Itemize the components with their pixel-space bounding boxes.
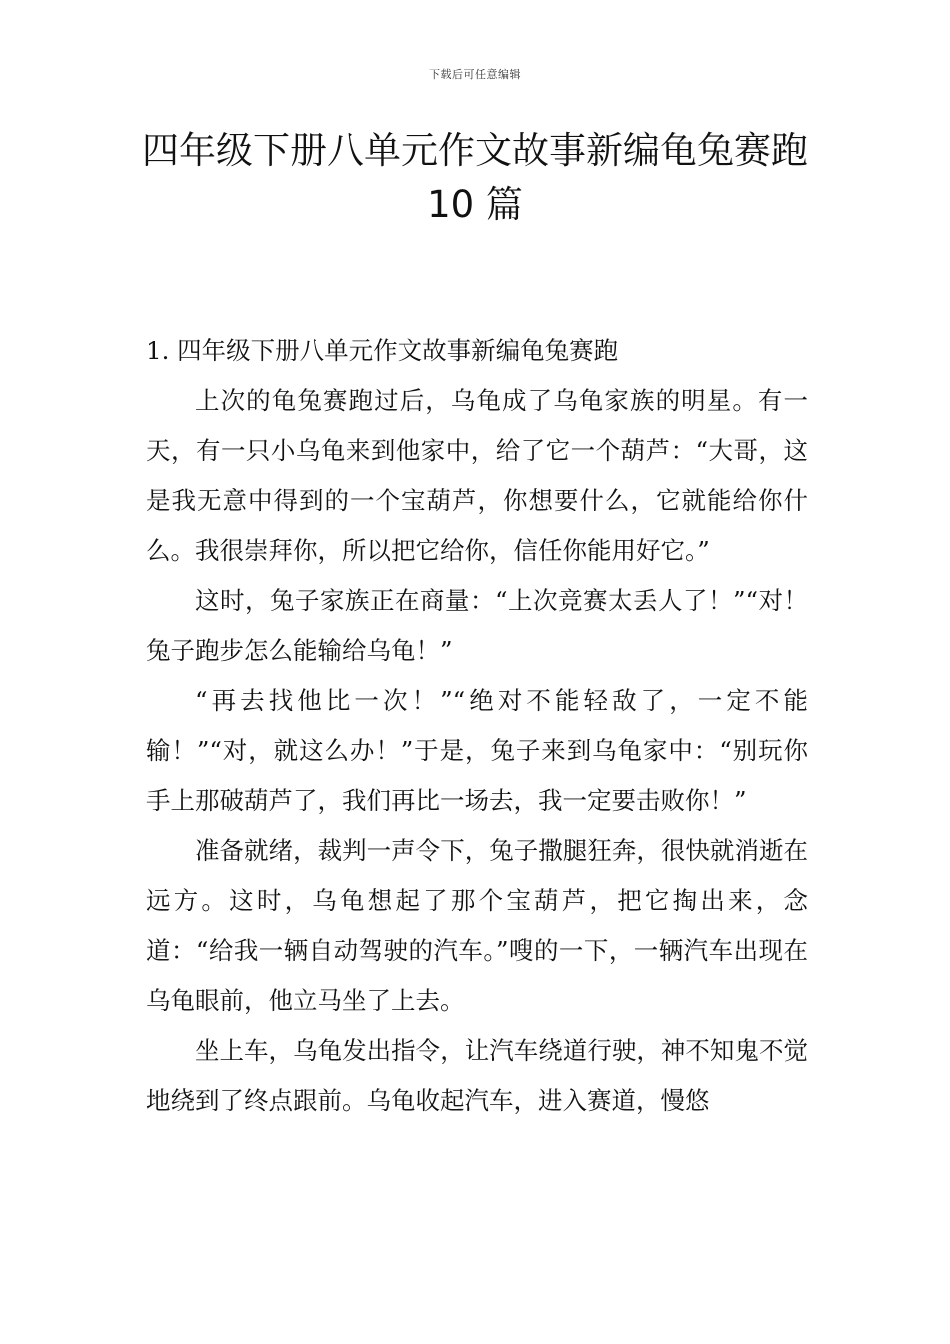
document-body [146,326,808,1126]
paragraph: 坐上车，乌龟发出指令，让汽车绕道行驶，神不知鬼不觉地绕到了终点跟前。乌龟收起汽车，进入赛道，慢悠 [146,1036,808,1115]
paragraph: “再去找他比一次！”“绝对不能轻敌了，一定不能输！”“对，就这么办！”于是，兔子来到乌龟家中：“别玩你手上那破葫芦了，我们再比一场去，我一定要击败你！” [146,686,808,815]
title-line-1: 四年级下册八单元作文故事新编龟兔赛跑 [142,129,808,172]
header-note: 下载后可任意编辑 [429,68,521,81]
document-title [120,124,830,232]
paragraph: 上次的龟兔赛跑过后，乌龟成了乌龟家族的明星。有一天，有一只小乌龟来到他家中，给了它一个葫芦：“大哥，这是我无意中得到的一个宝葫芦，你想要什么，它就能给你什么。我很崇拜你，所以把它给你，信任你能用好它。” [146,386,808,565]
title-line-2: 10 篇 [427,183,523,226]
paragraph: 准备就绪，裁判一声令下，兔子撒腿狂奔，很快就消逝在远方。这时，乌龟想起了那个宝葫芦，把它掏出来，念道：“给我一辆自动驾驶的汽车。”嗖的一下，一辆汽车出现在乌龟眼前，他立马坐了上去。 [146,836,808,1015]
paragraph: 这时，兔子家族正在商量：“上次竞赛太丢人了！”“对！兔子跑步怎么能输给乌龟！” [146,586,808,665]
section-heading: 1. 四年级下册八单元作文故事新编龟兔赛跑 [146,336,619,365]
